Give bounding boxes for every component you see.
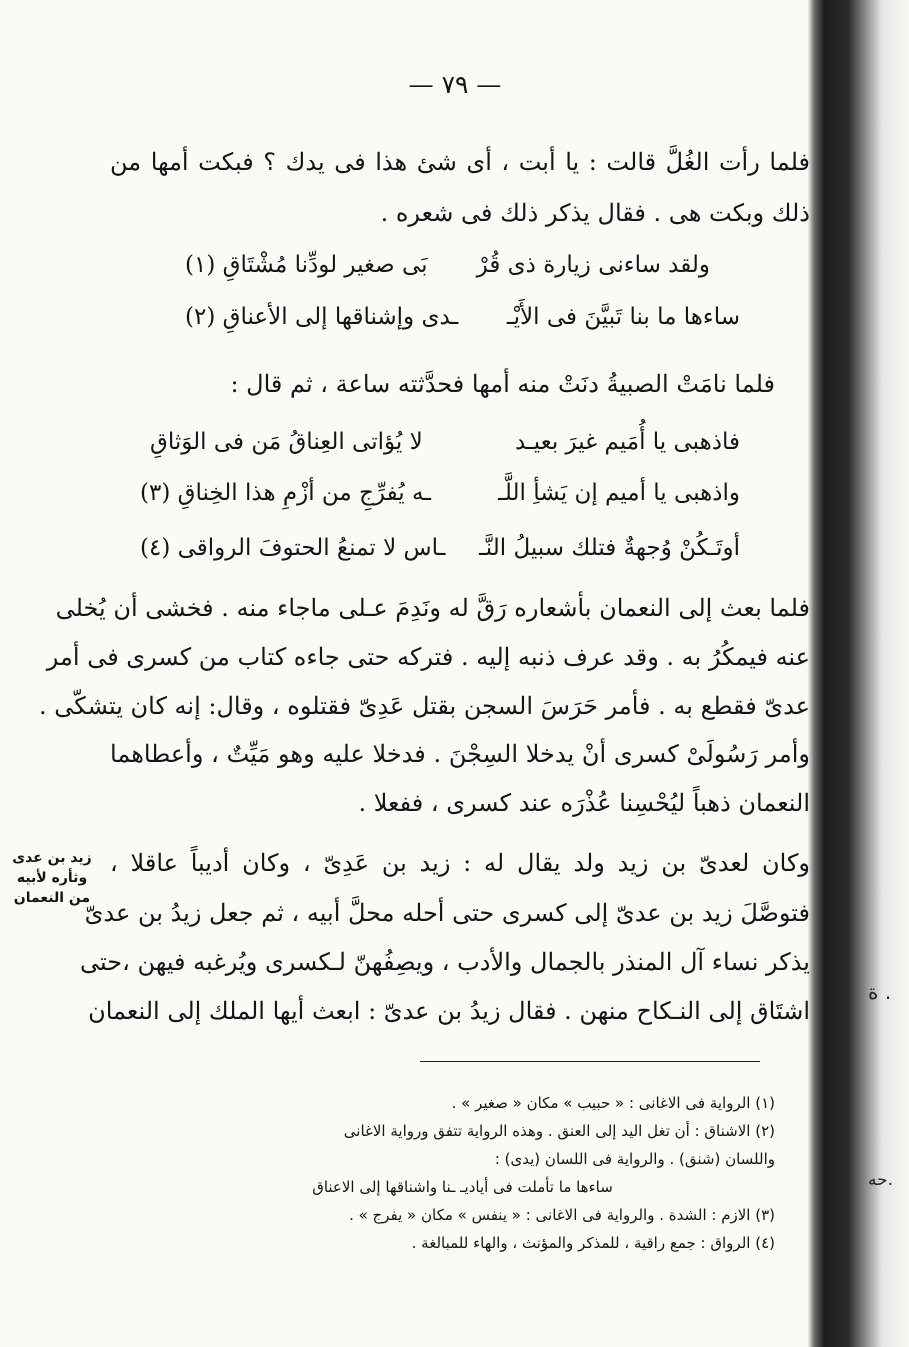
page-number: — ٧٩ — bbox=[408, 70, 502, 99]
footnote-2-verse: ساءها ما تأملت فى أياديـ ـنا واشناقها إلى الاعناق bbox=[312, 1178, 613, 1196]
paragraph-1-line-1: فلما رأت الغُلَّ قالت : يا أبت ، أى شئ هذا فى يدك ؟ فبكت أمها من bbox=[110, 148, 810, 176]
edge-fragment-1: ة . bbox=[868, 980, 892, 1004]
edge-fragment-2: حه. bbox=[868, 1170, 894, 1190]
paragraph-3-line-2: عنه فيمكُرُ به . وقد عرف ذنبه إليه . فتركه حتى جاءه كتاب من كسرى فى أمر bbox=[46, 643, 810, 671]
verse-5-second-hemistich: ـاس لا تمنعُ الحتوفَ الرواقى (٤) bbox=[140, 535, 446, 561]
footnote-3: (٣) الازم : الشدة . والرواية فى الاغانى : « ينفس » مكان « يفرج » . bbox=[349, 1206, 775, 1224]
footnote-2: (٢) الاشناق : أن تغل اليد إلى العنق . وهذه الرواية تتفق ورواية الاغانى bbox=[343, 1122, 775, 1140]
margin-note bbox=[0, 848, 104, 908]
verse-1 bbox=[185, 245, 710, 285]
paragraph-3-line-5: النعمان ذهباً ليُحْسِنا عُذْرَه عند كسرى ، ففعلا . bbox=[358, 789, 810, 817]
verse-3 bbox=[150, 422, 740, 462]
verse-5-first-hemistich: أوتَـكُنْ وُجهةٌ فتلك سبيلُ النَّـ bbox=[479, 535, 740, 561]
paragraph-1-line-2: ذلك وبكت هى . فقال يذكر ذلك فى شعره . bbox=[380, 199, 810, 227]
verse-4-first-hemistich: واذهبى يا أميم إن يَشأِ اللَّـ bbox=[498, 480, 740, 506]
verse-5 bbox=[140, 528, 740, 568]
footnote-1: (١) الرواية فى الاغانى : « حبيب » مكان « صغير » . bbox=[451, 1094, 775, 1112]
paragraph-4-line-1: وكان لعدىّ بن زيد ولد يقال له : زيد بن عَدِىّ ، وكان أديباً عاقلا ، bbox=[110, 849, 810, 877]
paragraph-2: فلما نامَتْ الصبيةُ دنَتْ منه أمها فحدَّثته ساعة ، ثم قال : bbox=[230, 370, 775, 398]
paragraph-3-line-1: فلما بعث إلى النعمان بأشعاره رَقَّ له ونَدِمَ عـلى ماجاء منه . فخشى أن يُخلى bbox=[55, 594, 810, 622]
verse-2-second-hemistich: ـدى وإشناقها إلى الأعناقِ (٢) bbox=[185, 304, 459, 330]
verse-4 bbox=[140, 473, 740, 513]
footnotes bbox=[150, 1090, 775, 1290]
paragraph-3-line-3: عدىّ فقطع به . فأمر حَرَسَ السجن بقتل عَدِىّ فقتلوه ، وقال: إنه كان يتشكّى . bbox=[39, 692, 810, 720]
verse-1-second-hemistich: بَى صغير لودِّنا مُشْتَاقِ (١) bbox=[185, 252, 428, 278]
paragraph-4-line-2: فتوصَّلَ زيد بن عدىّ إلى كسرى حتى أحله محلَّ أبيه ، ثم جعل زيدُ بن عدىّ bbox=[84, 899, 810, 927]
verse-3-second-hemistich: لا يُؤاتى العِناقُ مَن فى الوَثاقِ bbox=[150, 429, 423, 455]
verse-4-second-hemistich: ـه يُفرِّجِ من أزْمِ هذا الخِناقِ (٣) bbox=[140, 480, 432, 506]
footnote-4: (٤) الرواق : جمع راقية ، للمذكر والمؤنث ، والهاء للمبالغة . bbox=[411, 1234, 775, 1252]
verse-2-first-hemistich: ساءها ما بنا تَبيَّنَ فى الأَيْـ bbox=[506, 304, 740, 330]
verse-1-first-hemistich: ولقد ساءنى زيارة ذى قُرْ bbox=[476, 252, 710, 278]
paragraph-4-line-4: اشتَاق إلى النـكاح منهن . فقال زيدُ بن عدىّ : ابعث أيها الملك إلى النعمان bbox=[88, 997, 810, 1025]
verse-3-first-hemistich: فاذهبى يا أُمَيم غيرَ بعيـد bbox=[514, 429, 740, 455]
paragraph-4-line-3: يذكر نساء آل المنذر بالجمال والأدب ، ويصِفُهنّ لـكسرى ويُرغبه فيهن ،حتى bbox=[80, 948, 810, 976]
footnote-separator bbox=[420, 1061, 760, 1062]
margin-note-line-2: وثأره لأبيه bbox=[16, 870, 88, 886]
margin-note-line-1: زيد بن عدى bbox=[12, 850, 92, 866]
binding-edge-shadow bbox=[808, 0, 909, 1347]
footnote-2-continued: واللسان (شنق) . والرواية فى اللسان (يدى) : bbox=[494, 1150, 775, 1168]
margin-note-line-3: من النعمان bbox=[13, 890, 91, 906]
verse-2 bbox=[185, 297, 740, 337]
paragraph-3-line-4: وأمر رَسُولَىْ كسرى أنْ يدخلا السِجْنَ . فدخلا عليه وهو مَيِّتٌ ، وأعطاهما bbox=[110, 740, 810, 768]
